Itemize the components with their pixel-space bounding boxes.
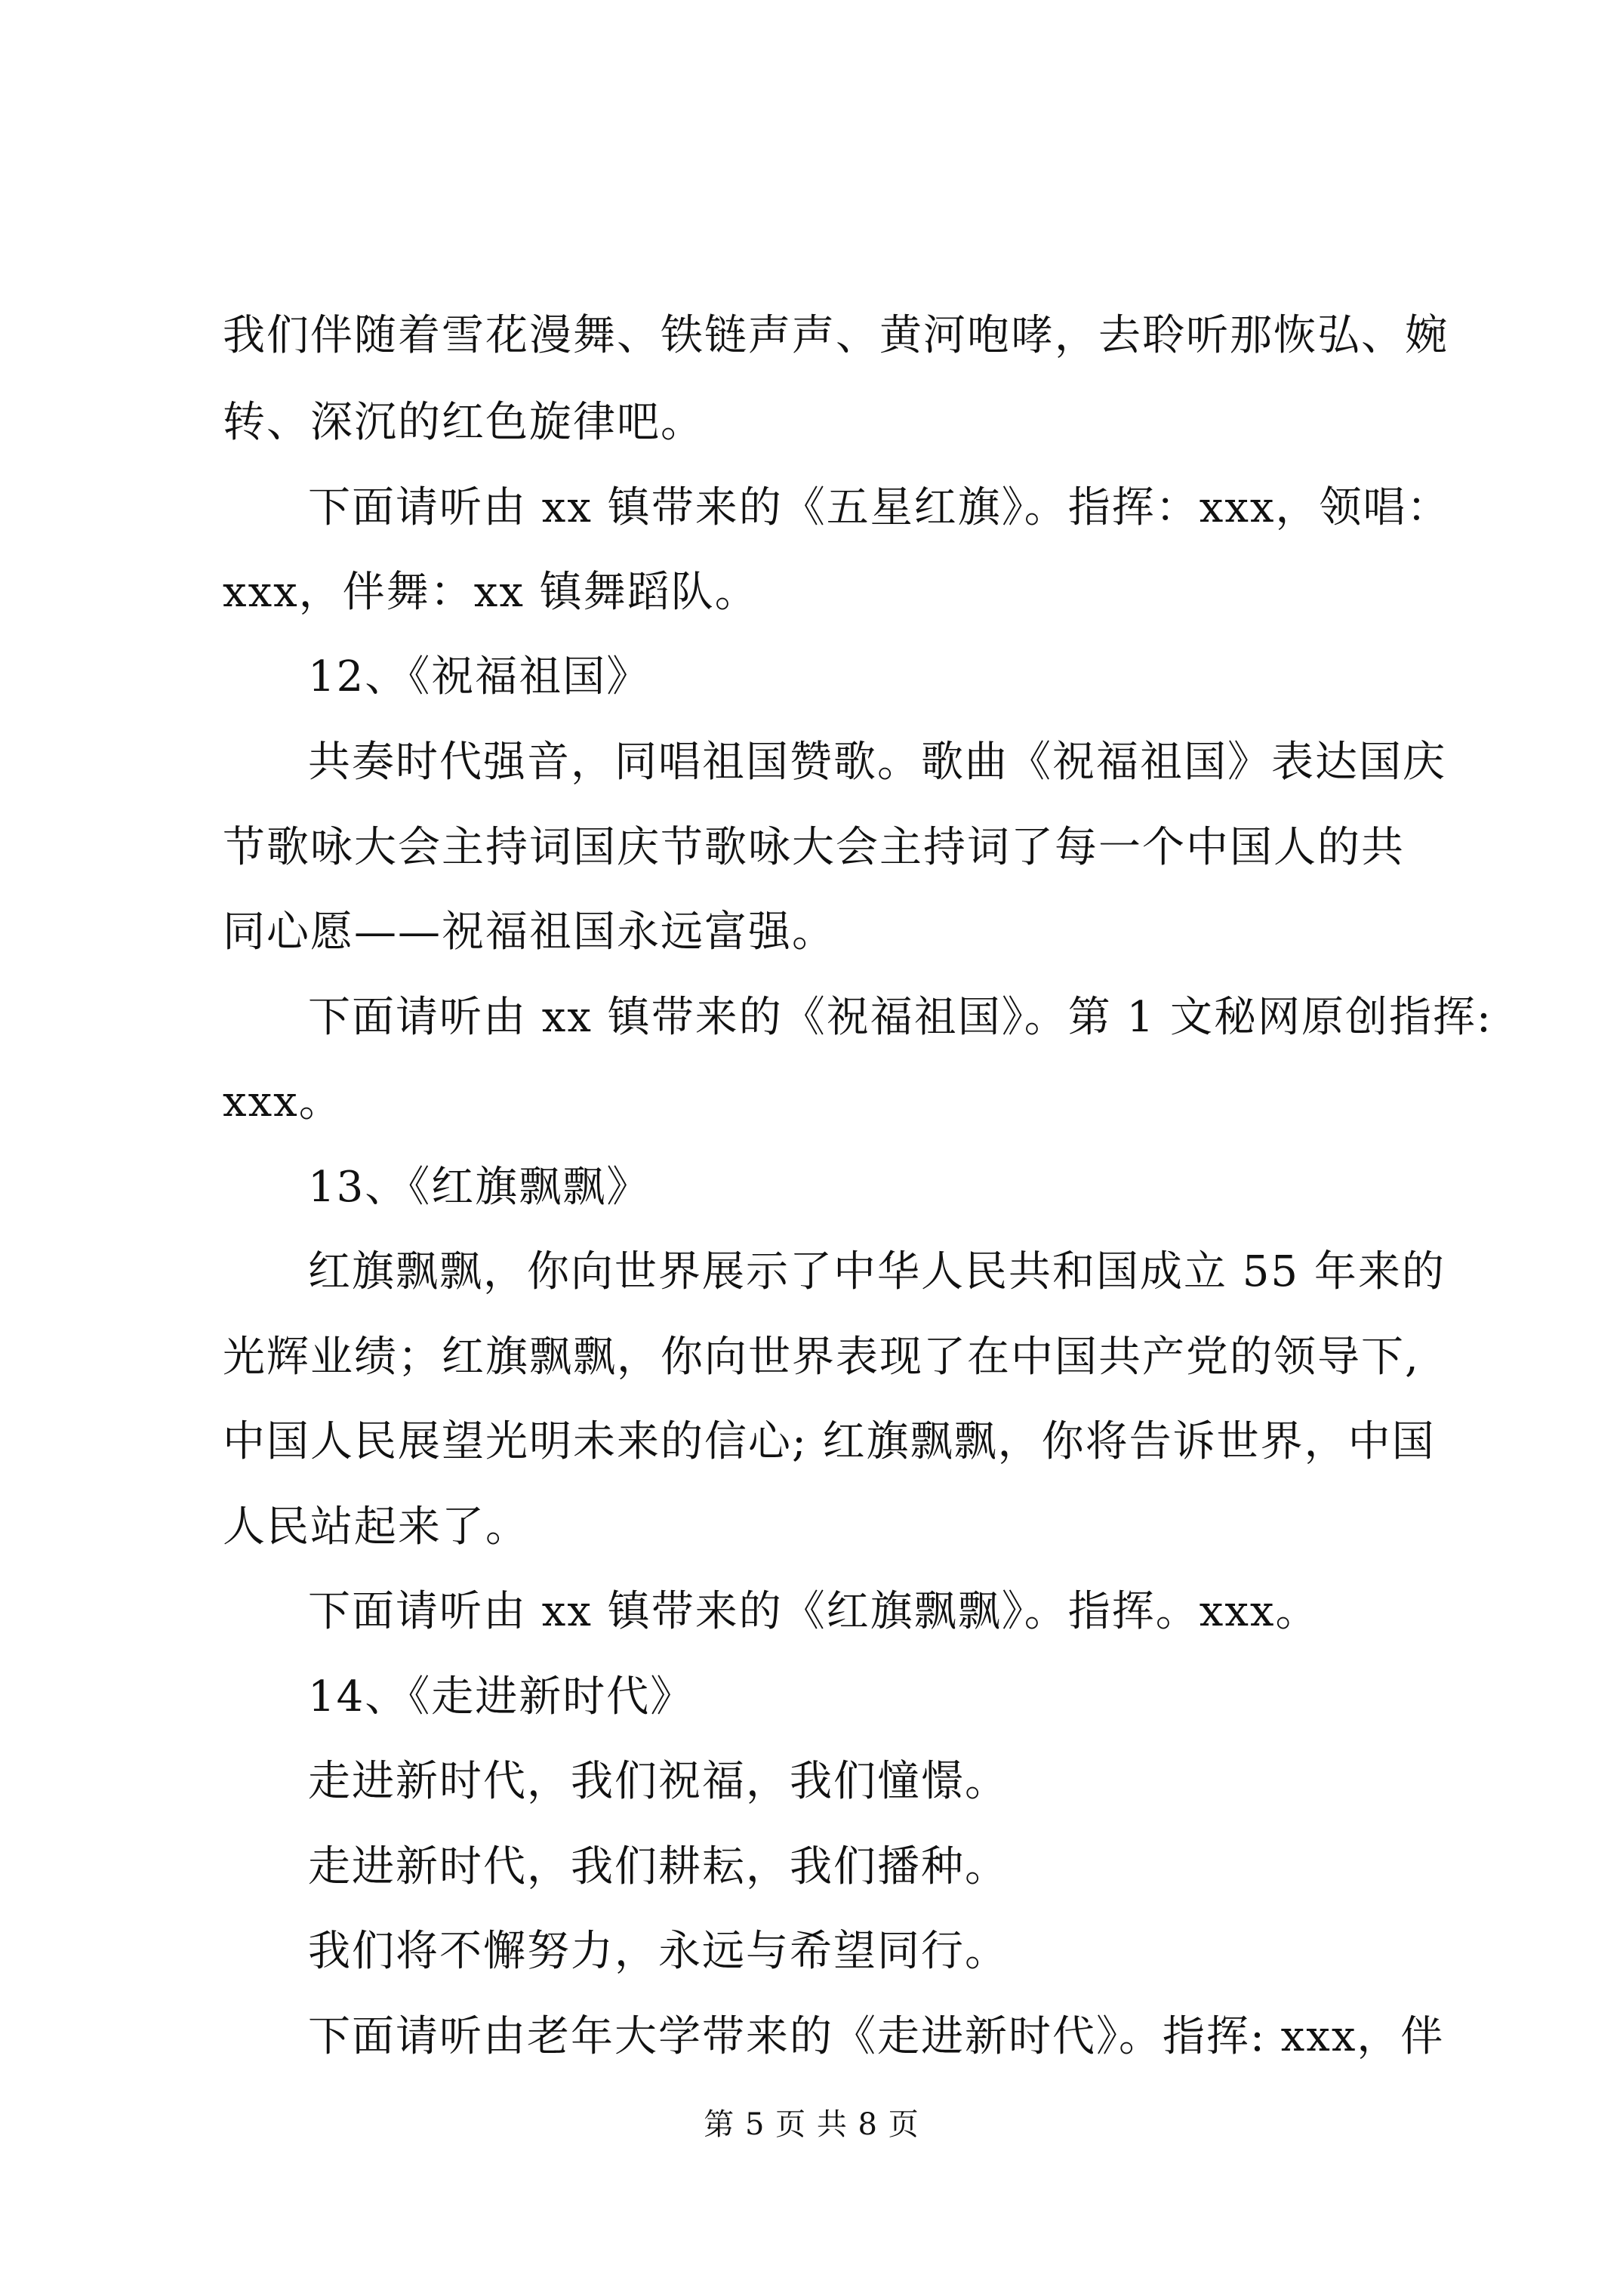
body-line: 我们将不懈努力，永远与希望同行。 — [308, 1927, 1009, 1976]
body-line: 中国人民展望光明未来的信心; 红旗飘飘，你将告诉世界，中国 — [223, 1417, 1436, 1466]
body-line: xxx，伴舞：xx 镇舞蹈队。 — [223, 568, 759, 617]
body-line: 转、深沉的红色旋律吧。 — [223, 398, 704, 447]
body-line: 光辉业绩；红旗飘飘，你向世界表现了在中国共产党的领导下, — [223, 1333, 1420, 1382]
body-line: 走进新时代，我们耕耘，我们播种。 — [308, 1842, 1009, 1891]
body-line: 走进新时代，我们祝福，我们憧憬。 — [308, 1757, 1009, 1806]
body-line: 节歌咏大会主持词国庆节歌咏大会主持词了每一个中国人的共 — [223, 823, 1405, 872]
body-line: 同心愿——祝福祖国永远富强。 — [223, 908, 836, 957]
body-line: 下面请听由老年大学带来的《走进新时代》。指挥: xxx，伴 — [308, 2012, 1445, 2061]
body-line: 共奏时代强音，同唱祖国赞歌。歌曲《祝福祖国》表达国庆 — [308, 738, 1446, 787]
body-line: xxx。 — [223, 1077, 343, 1126]
body-line: 下面请听由 xx 镇带来的《红旗飘飘》。指挥。xxx。 — [308, 1587, 1320, 1636]
section-heading: 12、《祝福祖国》 — [308, 652, 651, 701]
page-footer: 第 5 页 共 8 页 — [704, 2107, 919, 2142]
section-heading: 14、《走进新时代》 — [308, 1672, 694, 1721]
section-heading: 13、《红旗飘飘》 — [308, 1163, 651, 1212]
body-line: 下面请听由 xx 镇带来的《五星红旗》。指挥：xxx，领唱： — [308, 483, 1451, 532]
body-line: 下面请听由 xx 镇带来的《祝福祖国》。第 1 文秘网原创指挥: — [308, 993, 1492, 1042]
body-line: 红旗飘飘，你向世界展示了中华人民共和国成立 55 年来的 — [308, 1247, 1446, 1296]
body-line: 我们伴随着雪花漫舞、铁链声声、黄河咆哮，去聆听那恢弘、婉 — [223, 311, 1449, 360]
body-line: 人民站起来了。 — [223, 1502, 529, 1552]
